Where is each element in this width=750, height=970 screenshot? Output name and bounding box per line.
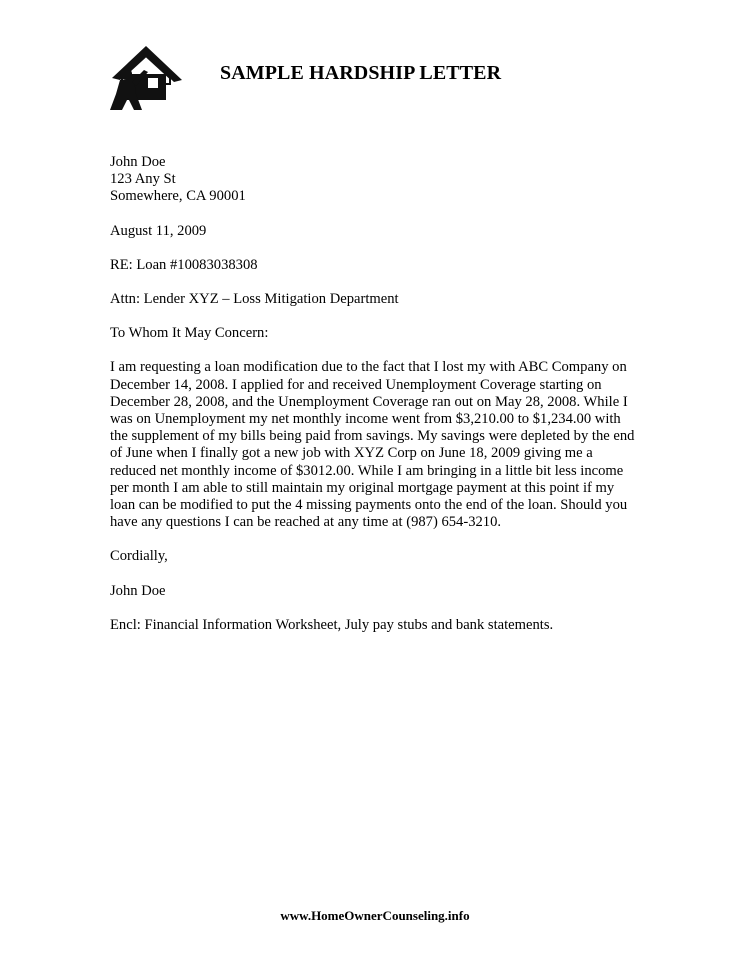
- body-line: loan can be modified to put the 4 missing payments onto the end of the loan. Should you: [110, 497, 628, 514]
- body-paragraph: [110, 359, 645, 531]
- sender-name: John Doe: [110, 154, 166, 170]
- body-line: December 14, 2008. I applied for and received Unemployment Coverage starting on: [110, 376, 602, 393]
- enclosure-line: Encl: Financial Information Worksheet, July pay stubs and bank statements.: [110, 616, 554, 633]
- signature: John Doe: [110, 582, 166, 599]
- page-title: SAMPLE HARDSHIP LETTER: [220, 62, 502, 84]
- body-line: December 28, 2008, and the Unemployment Coverage ran out on May 28, 2008. While I: [110, 393, 628, 410]
- house-person-logo-icon: [108, 44, 184, 112]
- footer-website: www.HomeOwnerCounseling.info: [280, 908, 470, 923]
- body-line: per month I am able to still maintain my original mortgage payment at this point if my: [110, 479, 615, 496]
- sender-address: [110, 154, 645, 206]
- closing: Cordially,: [110, 548, 168, 565]
- salutation: To Whom It May Concern:: [110, 325, 269, 342]
- reference-line: RE: Loan #10083038308: [110, 256, 258, 273]
- body-line: I am requesting a loan modification due to the fact that I lost my with ABC Company on: [110, 359, 627, 376]
- attention-line: Attn: Lender XYZ – Loss Mitigation Department: [110, 291, 399, 308]
- letter-body: [110, 154, 645, 651]
- body-line: was on Unemployment my net monthly income went from $3,210.00 to $1,234.00 with: [110, 411, 621, 428]
- sender-street: 123 Any St: [110, 171, 176, 188]
- letter-date: August 11, 2009: [110, 222, 207, 239]
- body-line: reduced net monthly income of $3012.00. While I am bringing in a little bit less income: [110, 462, 624, 479]
- body-line: the supplement of my bills being paid from savings. My savings were depleted by the end: [110, 428, 635, 445]
- body-line: have any questions I can be reached at any time at (987) 654-3210.: [110, 514, 502, 531]
- sender-city: Somewhere, CA 90001: [110, 188, 246, 205]
- body-line: of June when I finally got a new job with XYZ Corp on June 18, 2009 giving me a: [110, 445, 593, 462]
